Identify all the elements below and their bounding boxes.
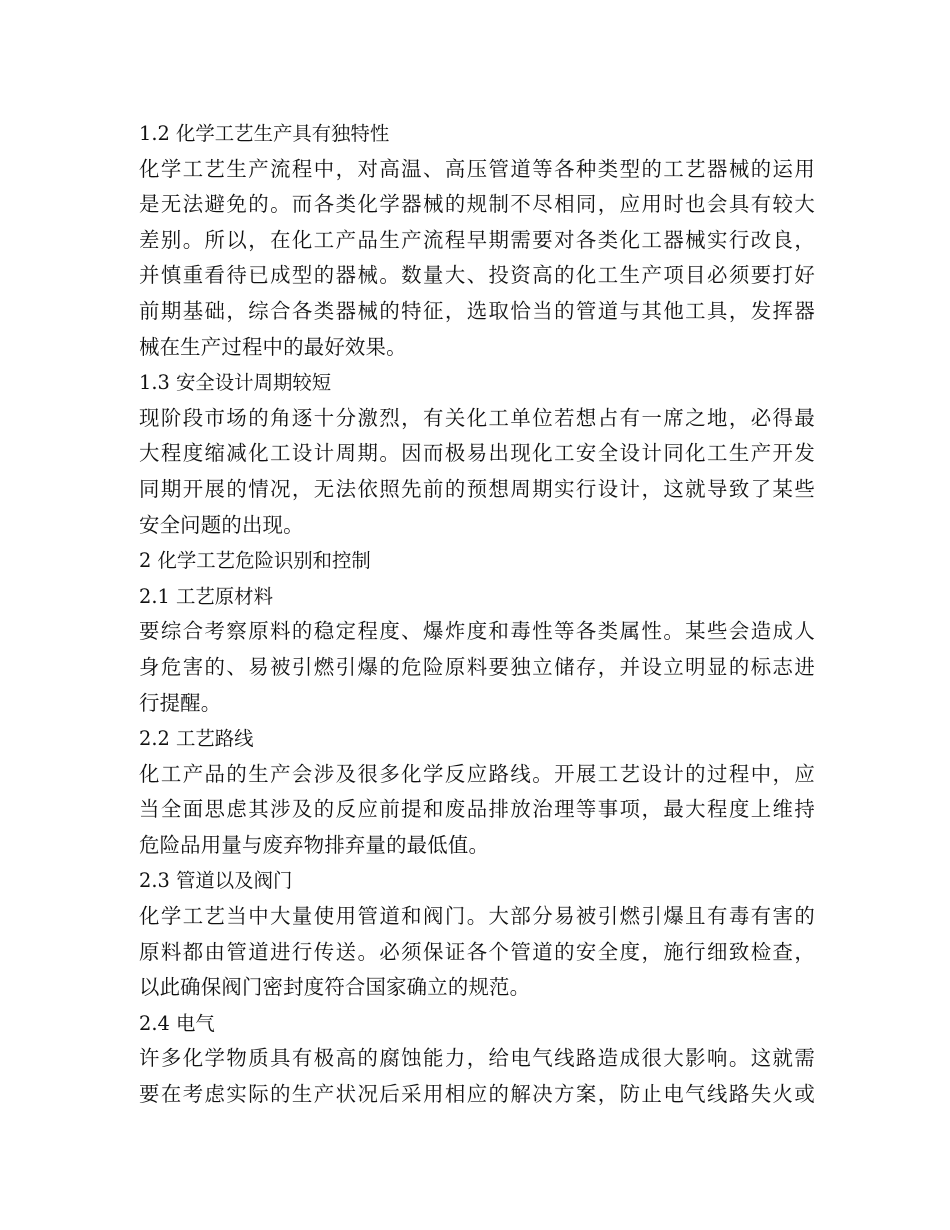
document-page <box>139 116 815 1113</box>
section-heading: 2 化学工艺危险识别和控制 <box>139 549 371 573</box>
paragraph-line: 危险品用量与废弃物排弃量的最低值。 <box>139 832 490 857</box>
paragraph-line: 械在生产过程中的最好效果。 <box>139 334 407 359</box>
paragraph-line: 同期开展的情况，无法依照先前的预想周期实行设计，这就导致了某些 <box>139 476 815 501</box>
paragraph-line: 化学工艺生产流程中，对高温、高压管道等各种类型的工艺器械的运用 <box>139 156 815 181</box>
section-heading: 1.2 化学工艺生产具有独特性 <box>139 122 390 145</box>
paragraph-line: 是无法避免的。而各类化学器械的规制不尽相同，应用时也会具有较大 <box>139 192 815 217</box>
section-heading: 1.3 安全设计周期较短 <box>139 371 332 395</box>
paragraph-line: 现阶段市场的角逐十分激烈，有关化工单位若想占有一席之地，必得最 <box>139 405 815 430</box>
paragraph-line: 化学工艺当中大量使用管道和阀门。大部分易被引燃引爆且有毒有害的 <box>139 904 815 929</box>
paragraph-line: 要综合考察原料的稳定程度、爆炸度和毒性等各类属性。某些会造成人 <box>139 619 815 644</box>
paragraph-line: 安全问题的出现。 <box>139 512 304 537</box>
paragraph-line: 差别。所以，在化工产品生产流程早期需要对各类化工器械实行改良， <box>139 227 815 252</box>
paragraph-line: 前期基础，综合各类器械的特征，选取恰当的管道与其他工具，发挥器 <box>139 298 815 323</box>
paragraph-line: 当全面思虑其涉及的反应前提和废品排放治理等事项，最大程度上维持 <box>139 797 815 822</box>
section-heading: 2.2 工艺路线 <box>139 727 254 751</box>
section-heading: 2.4 电气 <box>139 1011 215 1035</box>
section-heading: 2.3 管道以及阀门 <box>139 869 293 893</box>
section-heading: 2.1 工艺原材料 <box>139 584 273 608</box>
paragraph-line: 并慎重看待已成型的器械。数量大、投资高的化工生产项目必须要打好 <box>139 263 815 288</box>
paragraph-line: 化工产品的生产会涉及很多化学反应路线。开展工艺设计的过程中，应 <box>139 761 815 786</box>
paragraph-line: 许多化学物质具有极高的腐蚀能力，给电气线路造成很大影响。这就需 <box>139 1046 815 1071</box>
paragraph-line: 身危害的、易被引燃引爆的危险原料要独立储存，并设立明显的标志进 <box>139 654 815 679</box>
paragraph-line: 要在考虑实际的生产状况后采用相应的解决方案，防止电气线路失火或 <box>139 1082 815 1107</box>
paragraph-line: 原料都由管道进行传送。必须保证各个管道的安全度，施行细致检查， <box>139 939 815 964</box>
paragraph-line: 大程度缩减化工设计周期。因而极易出现化工安全设计同化工生产开发 <box>139 441 815 466</box>
paragraph-line: 行提醒。 <box>139 690 222 715</box>
paragraph-line: 以此确保阀门密封度符合国家确立的规范。 <box>139 975 531 1000</box>
